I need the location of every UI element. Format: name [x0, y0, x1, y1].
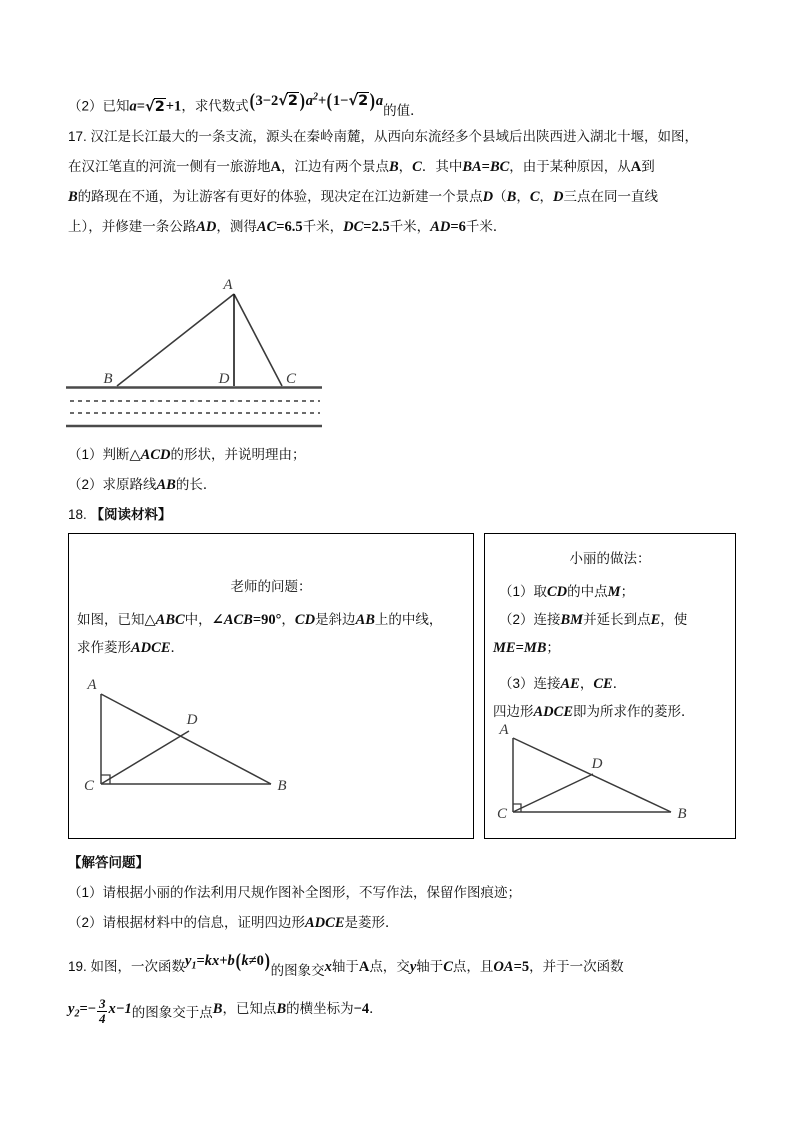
xiaoli-step-1: [499, 578, 725, 606]
q17-number: 17.: [68, 128, 87, 144]
q17-l3-a: 的路现在不通，为让游客有更好的体验，现决定在江边新建一个景点: [77, 188, 483, 204]
fraction-three-quarters: [97, 997, 108, 1025]
xiaoli-step-3: [499, 670, 729, 698]
paren-close-1: ): [299, 89, 306, 112]
figure2-label-B: B: [277, 778, 287, 794]
q16-expr-sup: 2: [312, 91, 318, 102]
xl-s3-marker: （3）: [499, 676, 534, 691]
xiaoli-method-box: [484, 533, 736, 839]
q19-l2-d: ．: [369, 1000, 383, 1016]
sqrt-icon: √2: [145, 98, 165, 115]
q16-comma: ，: [181, 98, 195, 114]
xl-s2-c: ，使: [660, 612, 688, 627]
q17-l2-a: 在汉江笔直的河流一侧有一旅游地: [68, 158, 271, 174]
figure3-label-A: A: [499, 724, 509, 738]
question-17-subquestions: [68, 440, 736, 500]
q17-text-1: 汉江是长江最大的一条支流，源头在秦岭南麓，从西向东流经多个县域后出陕西进入湖北十堰，如图，: [90, 128, 699, 144]
q19-function-y1: [185, 950, 271, 972]
q16-part2-line: [68, 88, 736, 122]
question-18-heading-row: [68, 500, 736, 530]
q18-heading: 【阅读材料】: [90, 507, 172, 522]
fraction-numerator: 3: [98, 996, 106, 1012]
figure-river-triangle: [64, 276, 324, 431]
q19-l1-f: 点，且: [452, 959, 494, 974]
point-D-2: D: [553, 188, 564, 205]
segment-AD-2: AD: [430, 218, 451, 235]
xl-s3-c: ．: [612, 676, 627, 691]
fraction-denominator: 4: [98, 1010, 106, 1026]
right-triangle-svg: [493, 724, 728, 836]
q16-expr-asq: a: [305, 92, 313, 109]
point-E: E: [650, 612, 661, 628]
question-19: [68, 952, 758, 1035]
teacher-question-title: 老师的问题：: [230, 579, 312, 594]
tq-l2-b: ．: [170, 640, 184, 655]
q17-l3-c: ，: [516, 188, 530, 204]
figure2-label-C: C: [83, 778, 95, 794]
value-B-x: −4: [353, 1000, 370, 1017]
tq-l1-c: ，: [281, 612, 295, 627]
xl-eq: =: [515, 640, 524, 656]
a2-a: 请根据材料中的信息，证明四边形: [102, 915, 306, 930]
q19-k: k: [241, 953, 249, 969]
q17-sub-2: [68, 470, 736, 500]
q19-ne: ≠0: [248, 953, 264, 969]
tq-l1-b: 中，: [184, 612, 212, 627]
q17-l3-d: ，: [539, 188, 553, 204]
q17-l2-b: ，江边有两个景点: [280, 158, 389, 174]
segment-AB-2: AB: [355, 612, 375, 628]
point-B-5: B: [276, 1000, 287, 1017]
q19-eq-2: =−: [79, 1000, 96, 1017]
answer-item-1: [68, 878, 736, 908]
rhombus-ADCE-2: ADCE: [533, 704, 573, 720]
value-AC: =6.5: [276, 218, 303, 235]
segment-AB-line: [101, 694, 271, 784]
xl-s2-a: 连接: [533, 612, 561, 627]
segment-AC-line: [234, 294, 282, 386]
q16-rad-2: 2: [358, 92, 369, 109]
q19-l2-c: 的横坐标为: [286, 1000, 354, 1016]
q19-line-1: [68, 952, 758, 988]
xl-s3-a: 连接: [533, 676, 561, 691]
q17-l4-c: 千米，: [302, 218, 344, 234]
q17-l2-c: ，: [398, 158, 413, 174]
q19-kxb: kx+b: [204, 953, 235, 969]
tq-l1-a: 如图，已知: [77, 612, 145, 627]
segment-OA: OA: [493, 959, 514, 975]
q17-l4-d: 千米，: [389, 218, 431, 234]
figure1-label-B: B: [103, 371, 113, 387]
q17-sub2-b: 的长．: [175, 477, 217, 492]
q19-l1-d: 点，交: [369, 959, 410, 974]
q19-l1-c: 轴于: [331, 959, 359, 974]
segment-BA-line: [117, 294, 234, 386]
q19-y1-sub: 1: [191, 960, 197, 972]
q16-expr-b: 1−: [332, 92, 349, 109]
segment-CD-line-2: [513, 774, 593, 812]
q19-y2-sub: 2: [74, 1008, 80, 1020]
q18-heading-line: [68, 500, 736, 530]
answer-heading-text: 【解答问题】: [68, 855, 149, 870]
q19-l2-a: 的图象交于点: [131, 1004, 213, 1020]
triangle-icon: △: [129, 447, 141, 463]
q17-l4-b: ，测得: [216, 218, 257, 234]
segment-AD: AD: [196, 218, 217, 235]
xl-s1-c: ；: [620, 584, 635, 599]
xl-s4-a: 四边形: [493, 704, 534, 719]
triangle-icon-2: △: [144, 612, 156, 628]
q17-l4-e: 千米．: [465, 218, 507, 234]
q16-eq: =: [136, 98, 146, 115]
q19-l1-g: ，并于一次函数: [529, 959, 624, 974]
xl-s3-b: ，: [579, 676, 594, 691]
paren-open-3: (: [235, 950, 241, 972]
q17-sub1-b: 的形状，并说明理由；: [170, 447, 306, 462]
q16-part2-lead: 已知: [102, 98, 130, 114]
xl-s2-marker: （2）: [499, 612, 534, 627]
q17-l3-b: （: [493, 188, 507, 204]
triangle-ABC: ABC: [155, 612, 185, 628]
point-A-2: A: [630, 158, 642, 175]
q17-sub1-a: 判断: [102, 447, 130, 462]
q16-part2-marker: （2）: [68, 98, 103, 114]
xl-s4-b: 即为所求作的菱形．: [573, 704, 695, 719]
segment-DC: DC: [343, 218, 364, 235]
segment-CD: CD: [294, 612, 316, 628]
segment-CE: CE: [593, 676, 613, 692]
q19-x-minus-1: x−1: [108, 1000, 132, 1017]
figure-left-right-triangle: [79, 674, 329, 829]
teacher-question-line-1: [77, 606, 465, 634]
teacher-question-box: [68, 533, 474, 839]
q17-l4-a: 上），并修建一条公路: [68, 218, 197, 234]
figure1-label-A: A: [223, 277, 233, 293]
paren-close-2: ): [369, 89, 376, 112]
q17-sub1-marker: （1）: [68, 447, 103, 462]
q16-plus-one: +1: [165, 98, 182, 115]
sqrt-icon-3: √2: [348, 92, 369, 109]
paren-open-1: (: [249, 89, 255, 112]
a1-marker: （1）: [68, 885, 103, 900]
angle-ACB-value: =90°: [252, 612, 282, 628]
axis-y: y: [409, 959, 417, 975]
segment-BC: BC: [489, 158, 510, 175]
point-A-3: A: [358, 959, 370, 975]
teacher-question-line-2: [77, 634, 465, 662]
q17-sub-1: [68, 440, 736, 470]
figure3-label-D: D: [591, 756, 603, 772]
segment-BA: BA: [462, 158, 482, 175]
rhombus-ADCE-3: ADCE: [305, 915, 345, 931]
q16-expr-a2: a: [375, 92, 384, 109]
xiaoli-step-2: [499, 606, 729, 634]
figure3-label-C: C: [496, 806, 508, 822]
point-B: B: [388, 158, 399, 175]
segment-MB: MB: [523, 640, 547, 656]
q19-l2-b: ，已知点: [222, 1000, 277, 1016]
q19-l1-a: 如图，一次函数: [90, 959, 186, 974]
point-B-2: B: [68, 188, 78, 205]
q17-l2-f: 到: [641, 158, 655, 174]
value-AD: =6: [450, 218, 466, 235]
question-18-material-boxes: [68, 533, 736, 839]
q17-sub2-marker: （2）: [68, 477, 103, 492]
segment-ME: ME: [493, 640, 516, 656]
xl-s2-d: ；: [546, 640, 560, 655]
q16-expression: [249, 89, 384, 112]
answer-item-2: [68, 908, 736, 938]
point-C-3: C: [443, 959, 453, 975]
triangle-ACD: ACD: [140, 447, 171, 463]
q16-expr-a: 3−2: [255, 92, 279, 109]
angle-ACB: ∠ACB: [211, 612, 253, 628]
figure3-label-B: B: [677, 806, 687, 822]
point-D: D: [482, 188, 494, 205]
segment-AC: AC: [256, 218, 277, 235]
point-B-3: B: [506, 188, 517, 205]
point-C-2: C: [529, 188, 540, 205]
tq-l2-a: 求作菱形: [77, 640, 131, 655]
river-triangle-svg: [64, 276, 324, 431]
rhombus-ADCE: ADCE: [131, 640, 171, 656]
xiaoli-step-2-cont: [493, 634, 729, 662]
q17-l2-e: ，由于某种原因，从: [509, 158, 631, 174]
paren-open-2: (: [326, 89, 333, 112]
a1-text: 请根据小丽的作法利用尺规作图补全图形，不写作法，保留作图痕迹；: [102, 885, 522, 900]
q19-l1-e: 轴于: [416, 959, 444, 974]
answer-heading: [68, 848, 736, 878]
q16-tail: 的值．: [383, 102, 424, 118]
question-17-line-4: [68, 212, 736, 242]
question-17-line-1: [68, 122, 736, 152]
segment-CD-line: [101, 731, 189, 784]
point-M: M: [607, 584, 621, 600]
figure-right-right-triangle: [493, 724, 728, 836]
sqrt-icon-2: √2: [278, 92, 299, 109]
figure1-label-C: C: [285, 371, 297, 387]
answer-section: [68, 848, 736, 938]
tq-l1-d: 是斜边: [315, 612, 356, 627]
q19-line-2: [68, 988, 758, 1036]
question-16-part-2-block: [68, 88, 736, 242]
q17-l3-e: 三点在同一直线: [563, 188, 658, 204]
point-C: C: [412, 158, 422, 175]
a2-marker: （2）: [68, 915, 103, 930]
q19-y1: y: [185, 953, 192, 969]
xl-s2-b: 并延长到点: [583, 612, 651, 627]
left-triangle-svg: [79, 674, 329, 829]
value-OA: =5: [513, 959, 530, 975]
axis-x: x: [324, 959, 332, 975]
tq-l1-e: 上的中线，: [374, 612, 443, 627]
xiaoli-method-title: 小丽的做法：: [569, 551, 651, 566]
q16-var-a: a: [129, 98, 137, 115]
q16-expr-plus: +: [317, 92, 327, 109]
question-17-line-2: [68, 152, 736, 182]
figure2-label-A: A: [87, 677, 97, 693]
segment-CD-2: CD: [547, 584, 568, 600]
q17-eq-1: =: [481, 158, 490, 175]
segment-BM: BM: [560, 612, 584, 628]
figure2-label-D: D: [186, 712, 198, 728]
q16-ask: 求代数式: [194, 98, 249, 114]
figure1-label-D: D: [218, 371, 230, 387]
q19-l1-b: 的图象交: [270, 963, 325, 978]
point-B-4: B: [212, 1000, 223, 1017]
q19-eq-1: =: [196, 953, 205, 969]
a2-b: 是菱形．: [344, 915, 399, 930]
xl-s1-marker: （1）: [499, 584, 534, 599]
paren-close-3: ): [264, 950, 270, 972]
xiaoli-conclusion: [493, 698, 729, 726]
q19-y2: y: [68, 1000, 75, 1017]
q16-radicand: 2: [154, 98, 165, 115]
q16-rad-1: 2: [287, 92, 299, 109]
q17-sub2-a: 求原路线: [102, 477, 157, 492]
segment-AB: AB: [156, 477, 176, 493]
q19-number: 19.: [68, 959, 87, 974]
xl-s1-a: 取: [533, 584, 548, 599]
value-DC: =2.5: [363, 218, 390, 235]
xl-s1-b: 的中点: [567, 584, 608, 599]
q17-l2-d: ．其中: [421, 158, 463, 174]
point-A: A: [270, 158, 281, 175]
question-17-line-3: [68, 182, 736, 212]
segment-AE: AE: [560, 676, 580, 692]
q18-number: 18.: [68, 507, 87, 522]
